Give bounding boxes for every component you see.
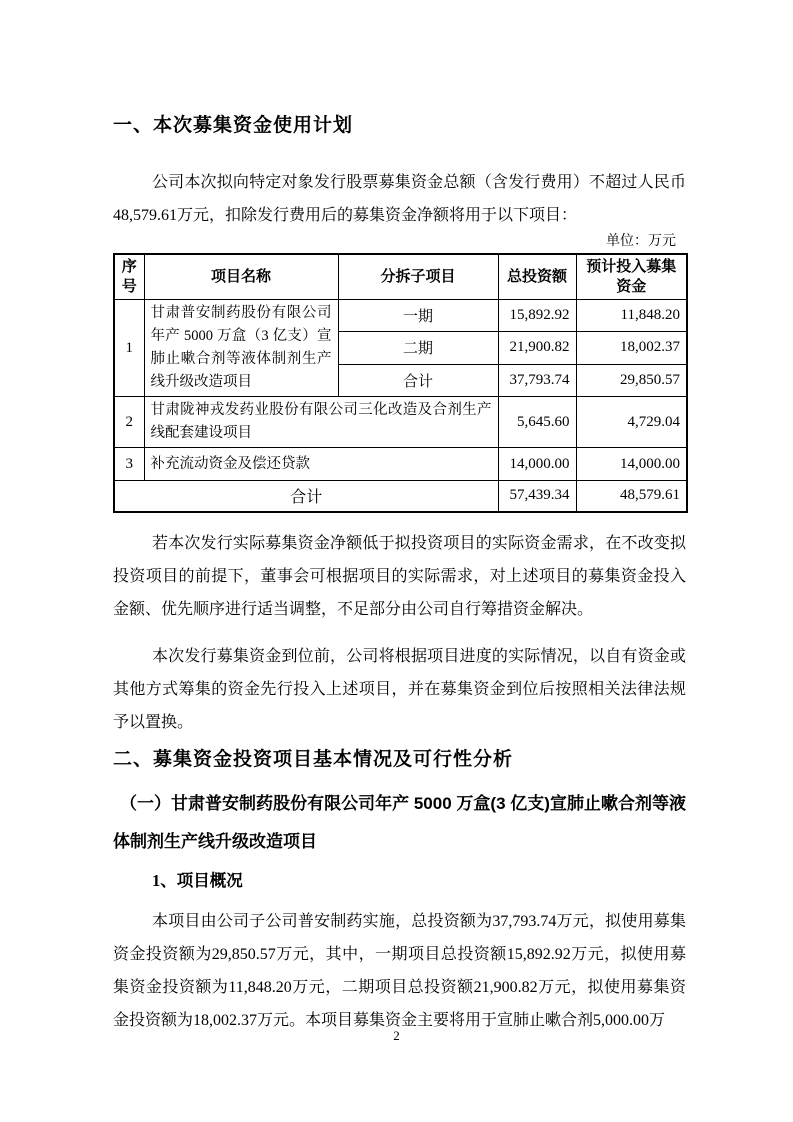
row2-project-name: 甘肃陇神戎发药业股份有限公司三化改造及合剂生产线配套建设项目 [144, 397, 498, 448]
row1-subtotal-total: 37,793.74 [498, 364, 576, 396]
table-row [114, 448, 687, 481]
row2-total: 5,645.60 [498, 397, 576, 448]
header-total-investment: 总投资额 [498, 254, 576, 300]
section2-sub-sub-heading: 1、项目概况 [152, 870, 243, 890]
section2-sub-heading: （一）甘肃普安制药股份有限公司年产 5000 万盒(3 亿支)宣肺止嗽合剂等液体制剂生产线升级改造项目 [113, 793, 686, 851]
total-row-label: 合计 [114, 481, 498, 512]
header-no: 序号 [114, 254, 144, 300]
row1-subtotal-raised: 29,850.57 [576, 364, 687, 396]
row1-project-name: 甘肃普安制药股份有限公司年产 5000 万盒（3 亿支）宣肺止嗽合剂等液体制剂生产线升级改造项目 [144, 300, 338, 397]
section2-heading: 二、募集资金投资项目基本情况及可行性分析 [113, 748, 514, 770]
row1-subtotal-label: 合计 [338, 364, 498, 396]
row2-raised: 4,729.04 [576, 397, 687, 448]
section1-paragraph-3: 本次发行募集资金到位前，公司将根据项目进度的实际情况，以自有资金或其他方式筹集的资金先行投入上述项目，并在募集资金到位后按照相关法律法规予以置换。 [113, 647, 686, 731]
row1-phase1-label: 一期 [338, 300, 498, 332]
header-project-name: 项目名称 [144, 254, 338, 300]
row3-project-name: 补充流动资金及偿还贷款 [144, 448, 498, 481]
table-row [114, 397, 687, 448]
header-raised-funds: 预计投入募集资金 [576, 254, 687, 300]
row1-phase2-total: 21,900.82 [498, 332, 576, 364]
section1-paragraph-1: 公司本次拟向特定对象发行股票募集资金总额（含发行费用）不超过人民币48,579.61万元，扣除发行费用后的募集资金净额将用于以下项目： [113, 174, 686, 224]
row1-phase2-raised: 18,002.37 [576, 332, 687, 364]
section2-paragraph-1: 本项目由公司子公司普安制药实施，总投资额为37,793.74万元，拟使用募集资金投资额为29,850.57万元，其中，一期项目总投资额15,892.92万元，拟使用募集资金投资额为11,848.20万元，二期项目总投资额21,900.82万元，拟使用募集资金投资额为18,002.37万元。本项目募集资金主要将用于宣肺止嗽合剂5,000.00万 [113, 912, 686, 1029]
row1-phase1-total: 15,892.92 [498, 300, 576, 332]
page-number: 2 [393, 1028, 400, 1043]
total-row-raised: 48,579.61 [576, 481, 687, 512]
header-sub-project: 分拆子项目 [338, 254, 498, 300]
total-row-total: 57,439.34 [498, 481, 576, 512]
table-unit-label: 单位：万元 [606, 234, 676, 249]
row3-raised: 14,000.00 [576, 448, 687, 481]
row1-phase2-label: 二期 [338, 332, 498, 364]
row1-no: 1 [114, 300, 144, 397]
table-row [114, 300, 687, 332]
fund-use-table [113, 253, 688, 513]
section1-paragraph-2: 若本次发行实际募集资金净额低于拟投资项目的实际资金需求，在不改变拟投资项目的前提下，董事会可根据项目的实际需求，对上述项目的募集资金投入金额、优先顺序进行适当调整，不足部分由公司自行筹措资金解决。 [113, 534, 686, 618]
row1-phase1-raised: 11,848.20 [576, 300, 687, 332]
row2-no: 2 [114, 397, 144, 448]
table-header-row [114, 254, 687, 300]
section1-heading: 一、本次募集资金使用计划 [113, 115, 354, 136]
row3-total: 14,000.00 [498, 448, 576, 481]
row3-no: 3 [114, 448, 144, 481]
page-content [113, 0, 686, 1037]
table-total-row [114, 481, 687, 512]
